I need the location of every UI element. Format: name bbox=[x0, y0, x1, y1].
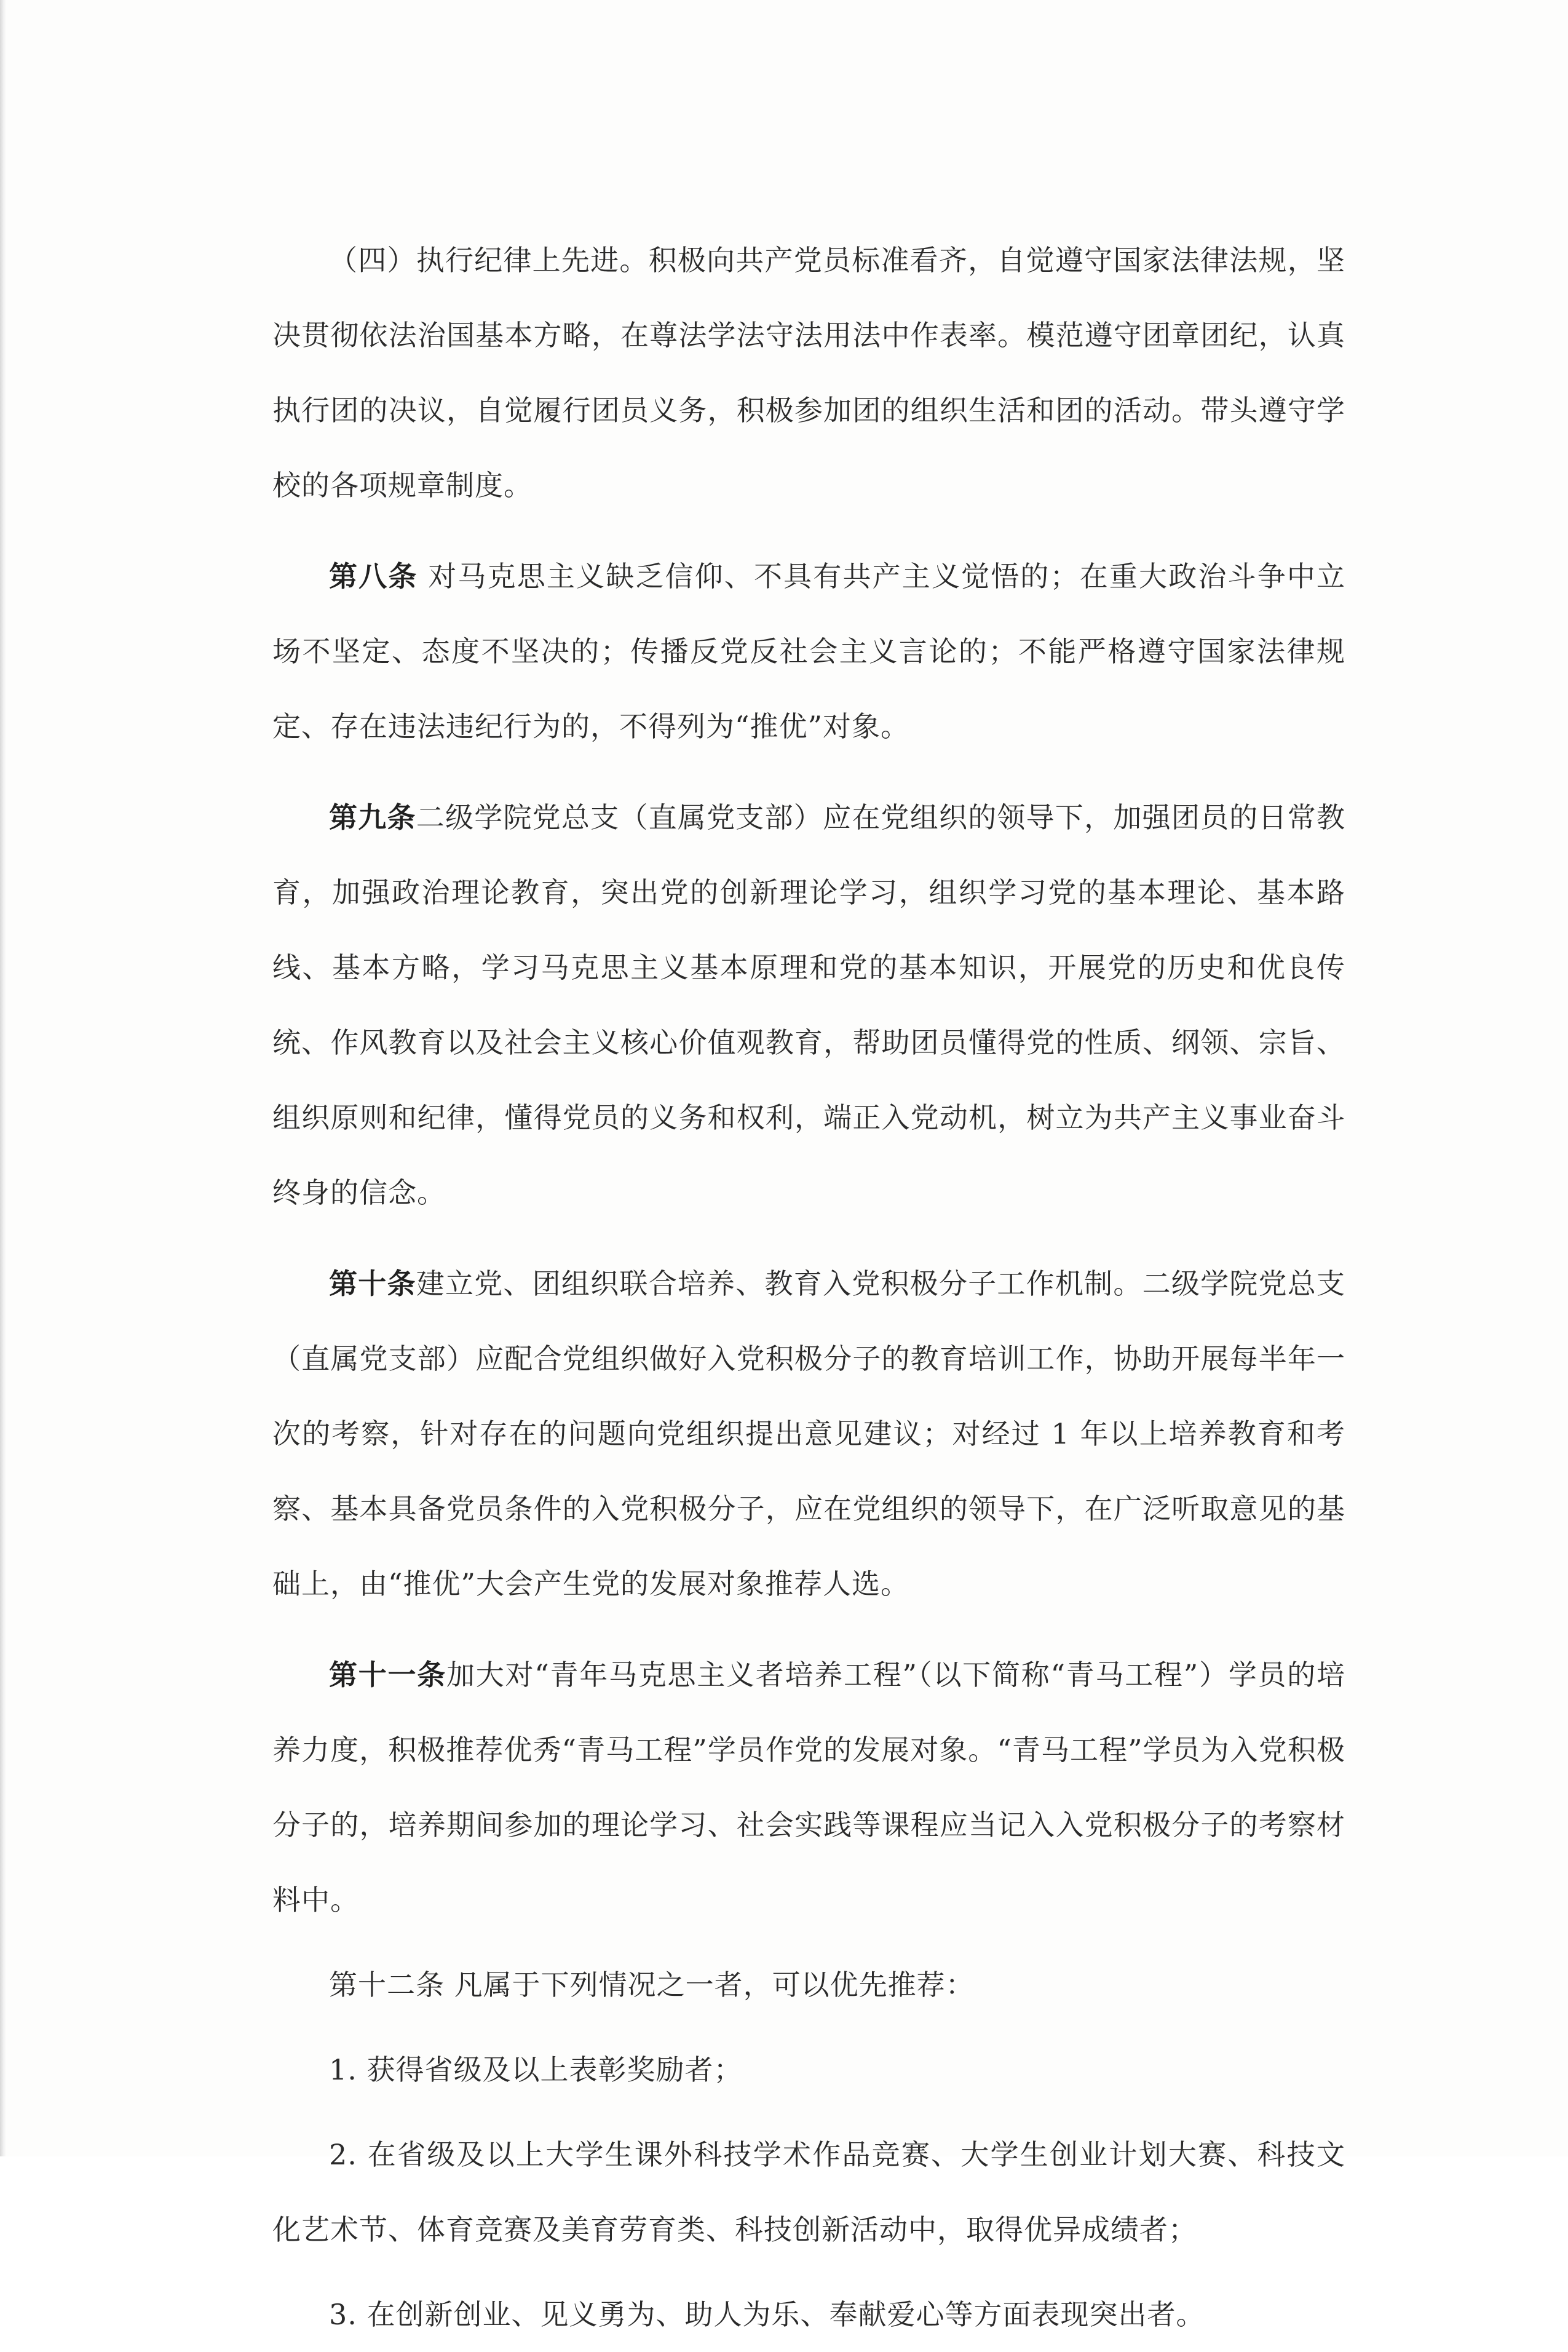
article-8 bbox=[272, 539, 1345, 764]
paragraph-text: （四）执行纪律上先进。积极向共产党员标准看齐，自觉遵守国家法律法规，坚决贯彻依法治国基本方略，在尊法学法守法用法中作表率。模范遵守团章团纪，认真执行团的决议，自觉履行团员义务，积极参加团的组织生活和团的活动。带头遵守学校的各项规章制度。 bbox=[272, 244, 1345, 502]
article-heading: 第十条 bbox=[329, 1267, 416, 1300]
article-heading: 第十二条 bbox=[329, 1968, 445, 2001]
list-item-1 bbox=[272, 2032, 1345, 2107]
paragraph-discipline bbox=[272, 223, 1345, 523]
paragraph-text: 二级学院党总支（直属党支部）应在党组织的领导下，加强团员的日常教育，加强政治理论教育，突出党的创新理论学习，组织学习党的基本理论、基本路线、基本方略，学习马克思主义基本原理和党的基本知识，开展党的历史和优良传统、作风教育以及社会主义核心价值观教育，帮助团员懂得党的性质、纲领、宗旨、组织原则和纪律，懂得党员的义务和权利，端正入党动机，树立为共产主义事业奋斗终身的信念。 bbox=[272, 801, 1346, 1209]
article-9 bbox=[272, 780, 1345, 1230]
article-12 bbox=[272, 1947, 1345, 2022]
list-item-3 bbox=[272, 2277, 1345, 2352]
list-item-text: 2. 在省级及以上大学生课外科技学术作品竞赛、大学生创业计划大赛、科技文化艺术节、体育竞赛及美育劳育类、科技创新活动中，取得优异成绩者； bbox=[272, 2138, 1345, 2246]
list-item-text: 3. 在创新创业、见义勇为、助人为乐、奉献爱心等方面表现突出者。 bbox=[329, 2298, 1205, 2331]
list-item-text: 1. 获得省级及以上表彰奖励者； bbox=[329, 2053, 743, 2086]
paragraph-text: 对马克思主义缺乏信仰、不具有共产主义觉悟的；在重大政治斗争中立场不坚定、态度不坚决的；传播反党反社会主义言论的；不能严格遵守国家法律规定、存在违法违纪行为的，不得列为“推优”对象。 bbox=[272, 560, 1346, 743]
article-10 bbox=[272, 1246, 1345, 1621]
paragraph-text: 凡属于下列情况之一者，可以优先推荐： bbox=[445, 1968, 975, 2001]
article-heading: 第八条 bbox=[329, 560, 418, 593]
article-11 bbox=[272, 1637, 1345, 1937]
paragraph-text: 建立党、团组织联合培养、教育入党积极分子工作机制。二级学院党总支（直属党支部）应配合党组织做好入党积极分子的教育培训工作，协助开展每半年一次的考察，针对存在的问题向党组织提出意见建议；对经过 1 年以上培养教育和考察、基本具备党员条件的入党积极分子，应在党组织的领导下，在广泛听取意见的基础上，由“推优”大会产生党的发展对象推荐人选。 bbox=[272, 1267, 1346, 1600]
article-heading: 第十一条 bbox=[329, 1658, 446, 1691]
paragraph-text: 加大对“青年马克思主义者培养工程”（以下简称“青马工程”）学员的培养力度，积极推荐优秀“青马工程”学员作党的发展对象。“青马工程”学员为入党积极分子的，培养期间参加的理论学习、社会实践等课程应当记入入党积极分子的考察材料中。 bbox=[272, 1658, 1345, 1917]
article-heading: 第九条 bbox=[329, 801, 416, 834]
document-body bbox=[272, 223, 1345, 2352]
list-item-2 bbox=[272, 2117, 1345, 2267]
scan-shadow-edge bbox=[0, 0, 6, 2156]
